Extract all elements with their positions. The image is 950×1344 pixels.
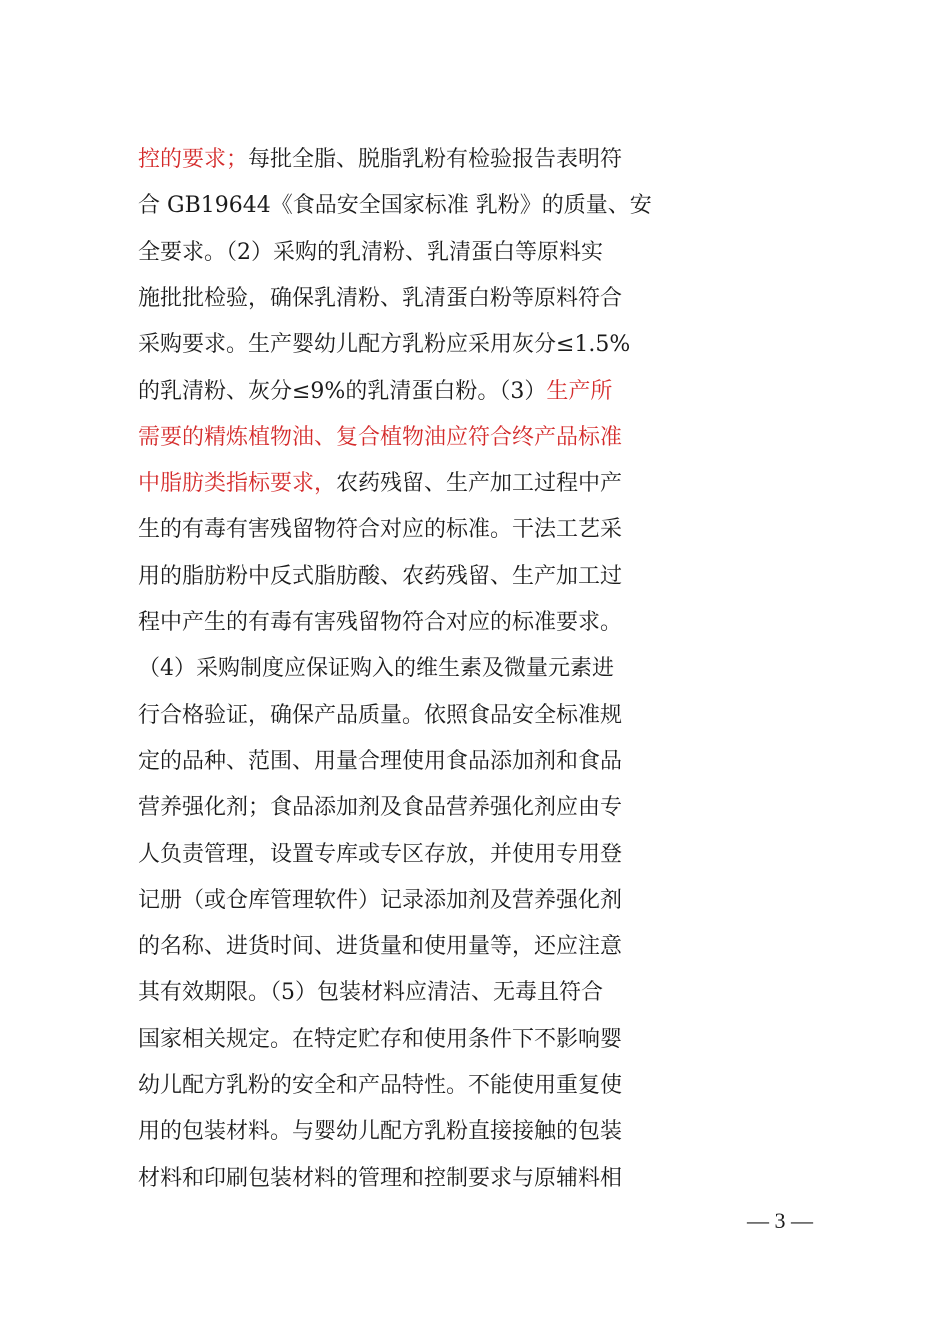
body-text-segment: 全要求。（2）采购的乳清粉、乳清蛋白等原料实 <box>138 239 603 265</box>
text-line <box>138 652 806 686</box>
text-line <box>138 884 806 918</box>
text-line <box>138 328 806 362</box>
text-line <box>138 421 806 455</box>
text-line <box>138 282 806 316</box>
text-line <box>138 606 806 640</box>
body-text-segment: 人负责管理，设置专库或专区存放，并使用专用登 <box>138 841 623 867</box>
text-line <box>138 838 806 872</box>
text-line <box>138 930 806 964</box>
body-text-segment: 定的品种、范围、用量合理使用食品添加剂和食品 <box>138 748 623 774</box>
body-text-segment: 农药残留、生产加工过程中产 <box>336 471 623 497</box>
text-line <box>138 791 806 825</box>
body-text-segment: 的乳清粉、灰分≤9%的乳清蛋白粉。（3） <box>138 378 547 404</box>
body-text-segment: 用的脂肪粉中反式脂肪酸、农药残留、生产加工过 <box>138 563 623 589</box>
text-line <box>138 189 806 223</box>
body-text-segment: 程中产生的有毒有害残留物符合对应的标准要求。 <box>138 610 623 635</box>
text-line <box>138 143 806 177</box>
body-text-segment: 其有效期限。（5）包装材料应清洁、无毒且符合 <box>138 980 603 1006</box>
body-text-segment: 幼儿配方乳粉的安全和产品特性。不能使用重复使 <box>138 1073 623 1098</box>
text-line <box>138 1115 806 1149</box>
body-text-segment: 采购要求。生产婴幼儿配方乳粉应采用灰分≤1.5% <box>138 332 631 358</box>
page-number: — 3 — <box>747 1208 813 1233</box>
text-line <box>138 513 806 547</box>
body-text-segment: 的名称、进货时间、进货量和使用量等，还应注意 <box>138 934 623 960</box>
text-line <box>138 976 806 1010</box>
highlighted-text: 需要的精炼植物油、复合植物油应符合终产品标准 <box>138 424 623 450</box>
text-line <box>138 375 806 409</box>
body-text-segment: 记册（或仓库管理软件）记录添加剂及营养强化剂 <box>138 887 623 913</box>
body-text-segment: 每批全脂、脱脂乳粉有检验报告表明符 <box>248 147 623 172</box>
text-line <box>138 1162 806 1196</box>
text-line <box>138 1069 806 1103</box>
body-text-segment: 材料和印刷包装材料的管理和控制要求与原辅料相 <box>138 1165 623 1191</box>
highlighted-text: 中脂肪类指标要求， <box>138 471 337 497</box>
text-line <box>138 699 806 733</box>
highlighted-text: 控的要求； <box>138 147 249 172</box>
body-text-segment: 施批批检验，确保乳清粉、乳清蛋白粉等原料符合 <box>138 285 623 311</box>
body-text-segment: 国家相关规定。在特定贮存和使用条件下不影响婴 <box>138 1026 623 1052</box>
body-text-segment: 营养强化剂；食品添加剂及食品营养强化剂应由专 <box>138 795 623 821</box>
body-text-segment: （4）采购制度应保证购入的维生素及微量元素进 <box>138 656 614 682</box>
text-line <box>138 236 806 270</box>
text-line <box>138 745 806 779</box>
body-text-segment: 用的包装材料。与婴幼儿配方乳粉直接接触的包装 <box>138 1119 623 1145</box>
text-line <box>138 467 806 501</box>
body-text-segment: 合 GB19644《食品安全国家标准 乳粉》的质量、安 <box>138 193 652 219</box>
body-text-segment: 行合格验证，确保产品质量。依照食品安全标准规 <box>138 702 623 728</box>
body-text-segment: 生的有毒有害残留物符合对应的标准。干法工艺采 <box>138 517 623 543</box>
highlighted-text: 生产所 <box>546 378 613 404</box>
text-line <box>138 560 806 594</box>
text-line <box>138 1023 806 1057</box>
